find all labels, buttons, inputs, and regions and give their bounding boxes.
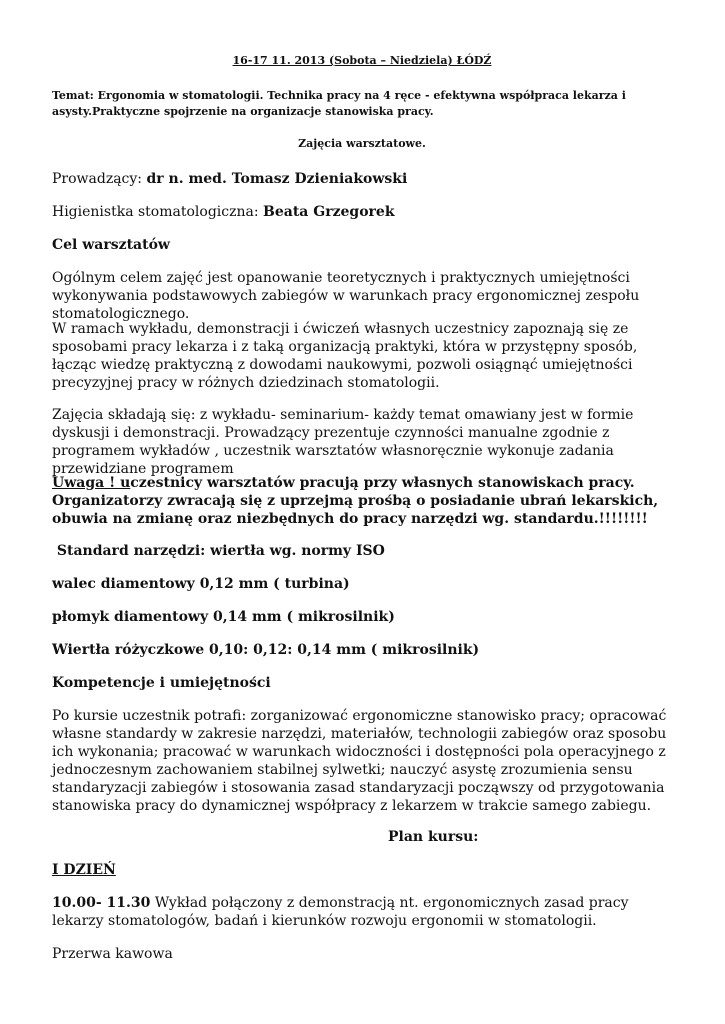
goals-paragraph-2: W ramach wykładu, demonstracji i ćwiczeń własnych uczestnicy zapoznają się ze sposobami pracy lekarza i z taką organizacją praktyki, która w przystępny sposób, łącząc wiedzę praktyczną z dowodami naukowymi, pozwoli osiągnąć umiejętności precyzyjnej pracy w różnych dziedzinach stomatologii. [52, 321, 638, 391]
plan-heading: Plan kursu: [388, 829, 479, 845]
hygienist-label: Higienistka stomatologiczna: [52, 204, 264, 220]
tool-item-3: Wiertła różyczkowe 0,10: 0,12: 0,14 mm ( mikrosilnik) [52, 642, 480, 658]
instructor-name: dr n. med. Tomasz Dzieniakowski [146, 171, 408, 187]
event-date-line [52, 53, 672, 69]
hygienist-line [52, 203, 672, 221]
goals-heading: Cel warsztatów [52, 237, 170, 253]
tools-standard: Standard narzędzi: wiertła wg. normy ISO [52, 543, 385, 559]
day-1-heading [52, 861, 672, 879]
competences-heading: Kompetencje i umiejętności [52, 675, 271, 691]
tool-item-2: płomyk diamentowy 0,14 mm ( mikrosilnik) [52, 609, 395, 625]
date-text: 16-17 11. 2013 (Sobota – Niedziela) ŁÓDŹ [232, 54, 492, 67]
notice-lead: Uwaga ! u [52, 475, 131, 491]
instructor-label: Prowadzący: [52, 171, 147, 187]
session-1-time: 10.00- 11.30 [52, 895, 151, 911]
session-1-text: Wykład połączony z demonstracją nt. ergonomicznych zasad pracy lekarzy stomatologów, badań i kierunków rozwoju ergonomii w stomatologii. [52, 895, 629, 929]
hygienist-name: Beata Grzegorek [263, 204, 395, 220]
session-1 [52, 894, 672, 930]
notice-text: czestnicy warsztatów pracują przy własnych stanowiskach pracy. Organizatorzy zwracają się z uprzejmą prośbą o posiadanie ubrań lekarskich, obuwia na zmianę oraz niezbędnych do pracy narzędzi wg. standardu.!!!!!!!! [52, 475, 659, 527]
day-1-label: I DZIEŃ [52, 862, 116, 878]
tool-item-1: walec diamentowy 0,12 mm ( turbina) [52, 576, 350, 592]
workshop-subtitle: Zajęcia warsztatowe. [298, 137, 426, 150]
competences-paragraph: Po kursie uczestnik potrafi: zorganizować ergonomiczne stanowisko pracy; opracować własne standardy w zakresie narzędzi, materiałów, technologii zabiegów oraz sposobu ich wykonania; pracować w warunkach widoczności i dostępności pola operacyjnego z jednoczesnym zachowaniem stabilnej sylwetki; nauczyć asystę zrozumienia sensu standaryzacji zabiegów i stosowania zasad standaryzacji począwszy od przygotowania stanowiska pracy do dynamicznej współpracy z lekarzem w trakcie samego zabiegu. [52, 708, 667, 814]
coffee-break: Przerwa kawowa [52, 946, 173, 962]
instructor-line [52, 170, 672, 188]
goals-paragraph-1: Ogólnym celem zajęć jest opanowanie teoretycznych i praktycznych umiejętności wykonywania podstawowych zabiegów w warunkach pracy ergonomicznej zespołu stomatologicznego. [52, 270, 640, 322]
topic-line: Temat: Ergonomia w stomatologii. Technika pracy na 4 ręce - efektywna współpraca lekarza i asysty.Praktyczne spojrzenie na organizacje stanowiska pracy. [52, 89, 626, 118]
goals-paragraph-3: Zajęcia składają się: z wykładu- seminarium- każdy temat omawiany jest w formie dyskusji i demonstracji. Prowadzący prezentuje czynności manualne zgodnie z programem wykładów , uczestnik warsztatów własnoręcznie wykonuje zadania przewidziane programem [52, 407, 634, 477]
notice-paragraph [52, 474, 672, 528]
